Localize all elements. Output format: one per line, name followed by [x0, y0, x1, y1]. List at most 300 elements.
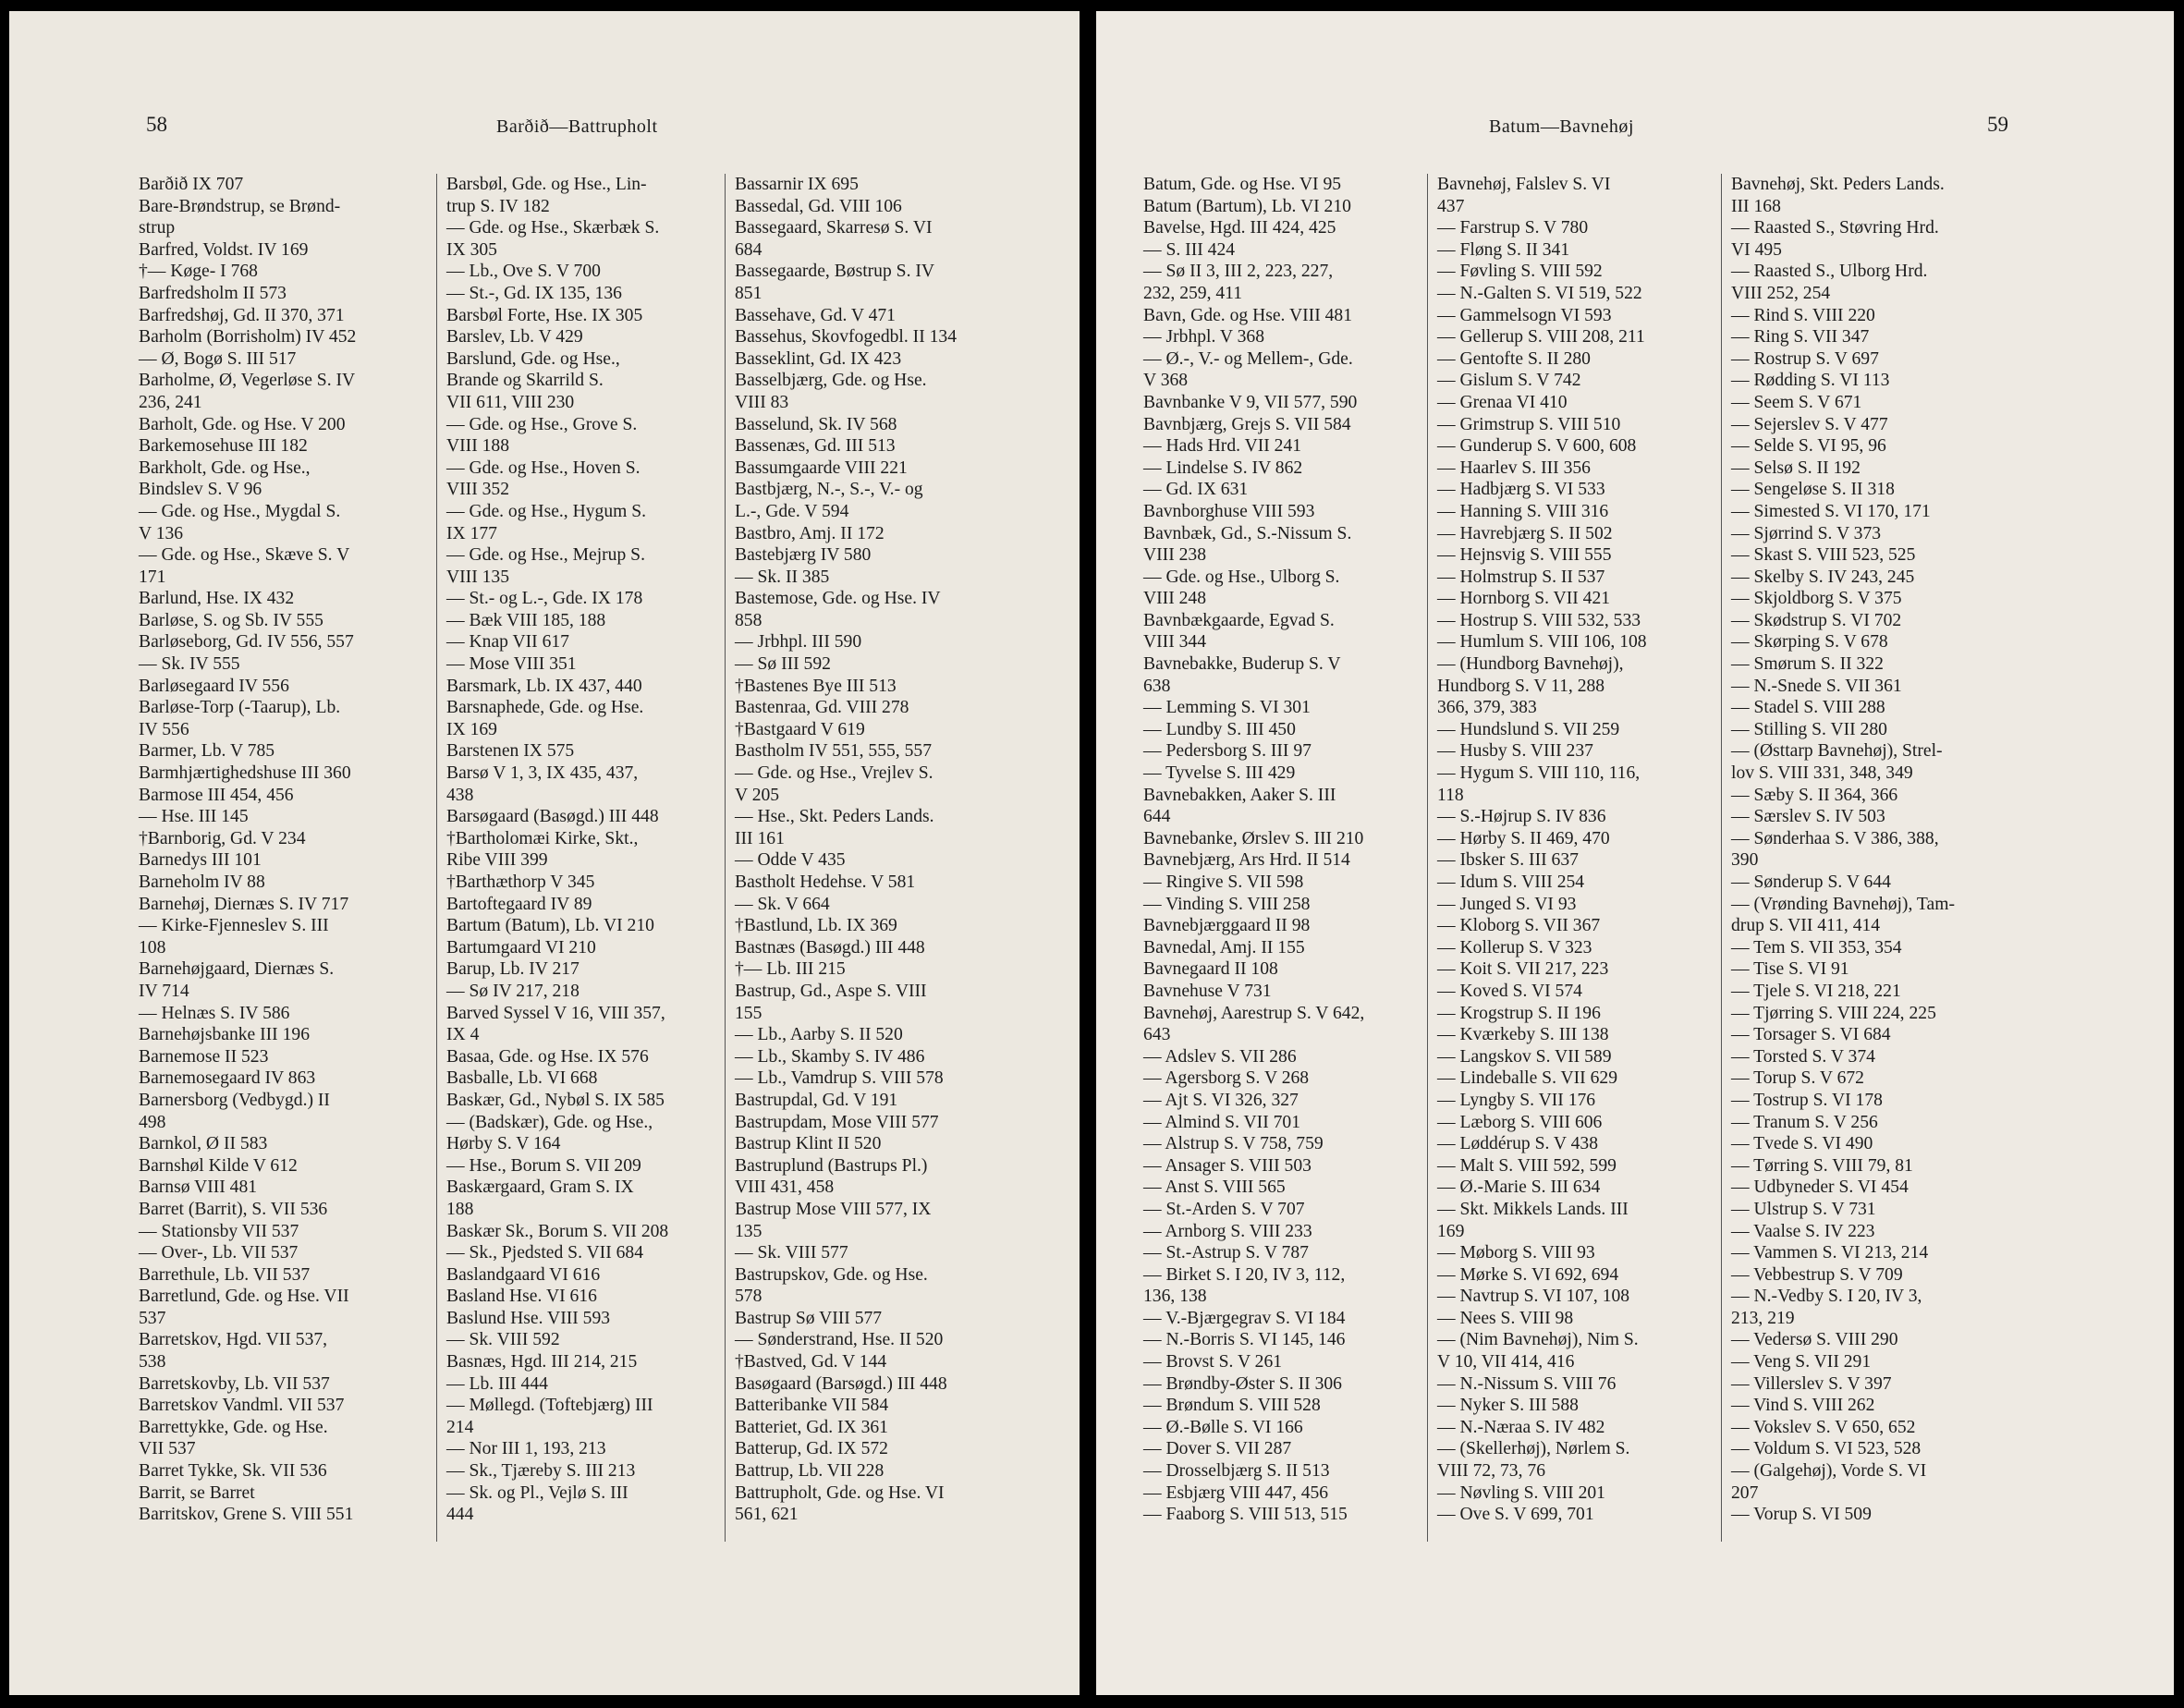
index-entry: IV 714: [139, 981, 189, 1001]
index-entry: V 136: [139, 523, 184, 543]
index-entry: — Voldum S. VI 523, 528: [1731, 1439, 1922, 1459]
index-entry: — Seem S. V 671: [1731, 392, 1862, 412]
index-entry: 498: [139, 1112, 166, 1132]
index-entry: — Skast S. VIII 523, 525: [1731, 545, 1916, 566]
index-entry: 108: [139, 937, 166, 958]
index-entry: 213, 219: [1731, 1308, 1795, 1328]
index-entry: Barkemosehuse III 182: [139, 436, 308, 457]
index-entry: — Raasted S., Ulborg Hrd.: [1731, 262, 1928, 282]
index-entry: VIII 72, 73, 76: [1437, 1461, 1545, 1482]
index-entry: — Rind S. VIII 220: [1731, 305, 1875, 325]
index-entry: Barrit, se Barret: [139, 1482, 255, 1503]
index-entry: Basselund, Sk. IV 568: [735, 414, 897, 434]
index-entry: Barnedys III 101: [139, 850, 262, 871]
index-entry: V 205: [735, 785, 780, 805]
index-entry: strup: [139, 218, 176, 238]
index-entry: Barnehøjgaard, Diernæs S.: [139, 959, 335, 980]
index-entry: — Birket S. I 20, IV 3, 112,: [1143, 1264, 1346, 1285]
index-entry: — Ø.-Marie S. III 634: [1437, 1177, 1601, 1198]
index-entry: — Gde. og Hse., Ulborg S.: [1143, 567, 1340, 587]
index-entry: Bassehave, Gd. V 471: [735, 305, 896, 325]
index-entry: Bavnebanke, Ørslev S. III 210: [1143, 828, 1364, 848]
index-entry: Bindslev S. V 96: [139, 480, 262, 500]
index-entry: — Tjele S. VI 218, 221: [1731, 981, 1901, 1001]
index-entry: — Torup S. V 672: [1731, 1068, 1864, 1089]
index-entry: — Fløng S. II 341: [1437, 239, 1570, 260]
index-entry: — Sønderup S. V 644: [1731, 872, 1891, 892]
index-entry: Basnæs, Hgd. III 214, 215: [446, 1352, 638, 1372]
index-entry: 643: [1143, 1025, 1171, 1045]
index-entry: Bavnbanke V 9, VII 577, 590: [1143, 392, 1358, 412]
index-entry: — Skørping S. V 678: [1731, 632, 1888, 653]
index-entry: †Barnborig, Gd. V 234: [139, 828, 306, 848]
index-entry: Batteribanke VII 584: [735, 1396, 889, 1416]
index-entry: Bartum (Batum), Lb. VI 210: [446, 916, 654, 936]
index-entry: — Husby S. VIII 237: [1437, 741, 1593, 762]
index-entry: 236, 241: [139, 392, 202, 412]
index-entry: 437: [1437, 196, 1465, 216]
index-entry: — Læborg S. VIII 606: [1437, 1112, 1603, 1132]
index-entry: — Skt. Mikkels Lands. III: [1437, 1199, 1629, 1219]
running-head: Barðið—Battrupholt: [496, 116, 658, 137]
index-entry: — Lundby S. III 450: [1143, 719, 1296, 739]
index-entry: — Lindelse S. IV 862: [1143, 458, 1303, 478]
index-entry: — Gellerup S. VIII 208, 211: [1437, 327, 1645, 348]
index-entry: Baslandgaard VI 616: [446, 1264, 601, 1285]
index-entry: 118: [1437, 785, 1464, 805]
index-entry: Bassenæs, Gd. III 513: [735, 436, 896, 457]
index-entry: — Ringive S. VII 598: [1143, 872, 1304, 892]
index-entry: Bassegaard, Skarresø S. VI: [735, 218, 933, 238]
index-entry: Barfredshøj, Gd. II 370, 371: [139, 305, 345, 325]
index-entry: Bavnebakken, Aaker S. III: [1143, 785, 1336, 805]
index-entry: — Smørum S. II 322: [1731, 654, 1884, 675]
index-entry: †— Lb. III 215: [735, 959, 846, 980]
index-entry: — Kollerup S. V 323: [1437, 937, 1592, 958]
index-entry: 684: [735, 239, 763, 260]
index-entry: — Kirke-Fjenneslev S. III: [139, 916, 329, 936]
index-entry: — Tvede S. VI 490: [1731, 1134, 1873, 1154]
index-entry: — Villerslev S. V 397: [1731, 1373, 1892, 1394]
index-entry: Barlund, Hse. IX 432: [139, 589, 295, 609]
index-entry: — St.-, Gd. IX 135, 136: [446, 283, 622, 303]
index-entry: Barstenen IX 575: [446, 741, 575, 762]
index-entry: — Lyngby S. VII 176: [1437, 1090, 1596, 1110]
index-entry: — (Hundborg Bavnehøj),: [1437, 654, 1624, 675]
index-entry: Barmose III 454, 456: [139, 785, 294, 805]
index-column: [436, 174, 733, 1542]
index-entry: Bastholt Hedehse. V 581: [735, 872, 916, 892]
index-entry: 135: [735, 1221, 763, 1241]
index-entry: — Idum S. VIII 254: [1437, 872, 1585, 892]
index-entry: — Gd. IX 631: [1143, 480, 1249, 500]
index-entry: Batum (Bartum), Lb. VI 210: [1143, 196, 1351, 216]
index-entry: — Odde V 435: [735, 850, 846, 871]
index-entry: Basland Hse. VI 616: [446, 1287, 597, 1307]
index-entry: — Jrbhpl. III 590: [735, 632, 862, 653]
index-entry: — N.-Galten S. VI 519, 522: [1437, 283, 1642, 303]
index-entry: Bastrupdal, Gd. V 191: [735, 1090, 898, 1110]
index-entry: — Tise S. VI 91: [1731, 959, 1849, 980]
index-entry: — Tjørring S. VIII 224, 225: [1731, 1003, 1936, 1023]
index-entry: — Ansager S. VIII 503: [1143, 1155, 1312, 1176]
index-entry: — Ulstrup S. V 731: [1731, 1199, 1876, 1219]
index-entry: Bastrup Sø VIII 577: [735, 1308, 883, 1328]
index-entry: Battrupholt, Gde. og Hse. VI: [735, 1482, 945, 1503]
index-entry: VIII 83: [735, 392, 789, 412]
index-entry: Bavnbækgaarde, Egvad S.: [1143, 610, 1335, 630]
index-entry: — St.- og L.-, Gde. IX 178: [446, 589, 643, 609]
index-entry: IX 169: [446, 719, 497, 739]
index-entry: drup S. VII 411, 414: [1731, 916, 1881, 936]
index-entry: — Over-, Lb. VII 537: [139, 1243, 299, 1263]
index-entry: — Sengeløse S. II 318: [1731, 480, 1895, 500]
index-entry: Hørby S. V 164: [446, 1134, 561, 1154]
index-entry: Barsø V 1, 3, IX 435, 437,: [446, 763, 639, 784]
index-entry: Barrettykke, Gde. og Hse.: [139, 1417, 328, 1437]
index-entry: — Tostrup S. VI 178: [1731, 1090, 1883, 1110]
index-entry: — Sejerslev S. V 477: [1731, 414, 1888, 434]
index-entry: 390: [1731, 850, 1759, 871]
index-entry: Barsøgaard (Basøgd.) III 448: [446, 807, 659, 827]
index-entry: — Sk. og Pl., Vejlø S. III: [446, 1482, 628, 1503]
index-entry: 232, 259, 411: [1143, 283, 1243, 303]
index-entry: Bassumgaarde VIII 221: [735, 458, 908, 478]
index-entry: — Hygum S. VIII 110, 116,: [1437, 763, 1641, 784]
index-entry: Barret (Barrit), S. VII 536: [139, 1199, 328, 1219]
index-entry: — (Badskær), Gde. og Hse.,: [446, 1112, 653, 1132]
index-entry: 538: [139, 1352, 166, 1372]
index-entry: Barved Syssel V 16, VIII 357,: [446, 1003, 665, 1023]
index-entry: — Sk., Pjedsted S. VII 684: [446, 1243, 644, 1263]
right-page: [1096, 11, 2174, 1695]
index-entry: III 168: [1731, 196, 1781, 216]
index-entry: 214: [446, 1417, 474, 1437]
index-entry: Bastrupskov, Gde. og Hse.: [735, 1264, 928, 1285]
index-entry: Barretlund, Gde. og Hse. VII: [139, 1287, 349, 1307]
page-number: 59: [1987, 113, 2008, 136]
index-entry: — Skødstrup S. VI 702: [1731, 610, 1902, 630]
index-entry: Bastnæs (Basøgd.) III 448: [735, 937, 925, 958]
index-entry: — Stationsby VII 537: [139, 1221, 299, 1241]
index-entry: Bastbro, Amj. II 172: [735, 523, 885, 543]
index-entry: Battrup, Lb. VII 228: [735, 1461, 885, 1482]
index-entry: — Rostrup S. V 697: [1731, 348, 1879, 369]
index-entry: Bavnebakke, Buderup S. V: [1143, 654, 1341, 675]
index-entry: Bastholm IV 551, 555, 557: [735, 741, 932, 762]
index-entry: Bavnbjærg, Grejs S. VII 584: [1143, 414, 1351, 434]
index-entry: 169: [1437, 1221, 1465, 1241]
index-entry: — Mose VIII 351: [446, 654, 577, 675]
index-entry: — Knap VII 617: [446, 632, 569, 653]
index-entry: — Hostrup S. VIII 532, 533: [1437, 610, 1641, 630]
index-entry: — Gunderup S. V 600, 608: [1437, 436, 1637, 457]
index-entry: Baskær, Gd., Nybøl S. IX 585: [446, 1090, 665, 1110]
index-entry: Baskær Sk., Borum S. VII 208: [446, 1221, 669, 1241]
index-entry: — Arnborg S. VIII 233: [1143, 1221, 1312, 1241]
index-entry: — Anst S. VIII 565: [1143, 1177, 1286, 1198]
index-entry: — Farstrup S. V 780: [1437, 218, 1589, 238]
index-entry: VIII 248: [1143, 589, 1207, 609]
index-entry: — Sønderhaa S. V 386, 388,: [1731, 828, 1939, 848]
index-entry: — Sønderstrand, Hse. II 520: [735, 1330, 944, 1350]
index-entry: — Vinding S. VIII 258: [1143, 894, 1311, 914]
index-entry: lov S. VIII 331, 348, 349: [1731, 763, 1913, 784]
index-entry: Bavnebjærg, Ars Hrd. II 514: [1143, 850, 1350, 871]
index-entry: — Ø.-, V.- og Mellem-, Gde.: [1143, 348, 1353, 369]
index-entry: V 368: [1143, 371, 1189, 391]
index-entry: — Esbjærg VIII 447, 456: [1143, 1482, 1329, 1503]
index-entry: Batteriet, Gd. IX 361: [735, 1417, 888, 1437]
index-entry: — Selsø S. II 192: [1731, 458, 1861, 478]
index-entry: Basaa, Gde. og Hse. IX 576: [446, 1046, 649, 1067]
index-entry: Basselbjærg, Gde. og Hse.: [735, 371, 927, 391]
index-entry: Barfredsholm II 573: [139, 283, 287, 303]
index-entry: — Sø III 592: [735, 654, 831, 675]
index-entry: — Kværkeby S. III 138: [1437, 1025, 1609, 1045]
index-entry: — St.-Arden S. V 707: [1143, 1199, 1305, 1219]
index-entry: Bastemose, Gde. og Hse. IV: [735, 589, 941, 609]
index-entry: Barsbøl Forte, Hse. IX 305: [446, 305, 643, 325]
index-entry: Bavnedal, Amj. II 155: [1143, 937, 1305, 958]
index-entry: — Hse., Skt. Peders Lands.: [735, 807, 934, 827]
index-entry: — Tyvelse S. III 429: [1143, 763, 1296, 784]
index-entry: †Bastved, Gd. V 144: [735, 1352, 887, 1372]
index-entry: 438: [446, 785, 474, 805]
index-entry: — Møborg S. VIII 93: [1437, 1243, 1595, 1263]
index-entry: 366, 379, 383: [1437, 698, 1537, 718]
index-entry: — Kloborg S. VII 367: [1437, 916, 1601, 936]
index-entry: — Brøndum S. VIII 528: [1143, 1396, 1321, 1416]
index-entry: Bavn, Gde. og Hse. VIII 481: [1143, 305, 1353, 325]
index-entry: — Ring S. VII 347: [1731, 327, 1870, 348]
index-entry: Barnehøj, Diernæs S. IV 717: [139, 894, 349, 914]
index-entry: IX 305: [446, 239, 497, 260]
index-column: [1427, 174, 1728, 1542]
index-entry: — N.-Nissum S. VIII 76: [1437, 1373, 1617, 1394]
index-entry: Bavnebjærggaard II 98: [1143, 916, 1311, 936]
index-entry: — S. III 424: [1143, 239, 1236, 260]
index-entry: — Gammelsogn VI 593: [1437, 305, 1612, 325]
index-entry: VIII 352: [446, 480, 510, 500]
index-entry: Barretskov Vandml. VII 537: [139, 1396, 345, 1416]
index-entry: — N.-Snede S. VII 361: [1731, 676, 1902, 696]
index-entry: III 161: [735, 828, 785, 848]
index-entry: 578: [735, 1287, 763, 1307]
index-entry: — Krogstrup S. II 196: [1437, 1003, 1601, 1023]
index-entry: — Bæk VIII 185, 188: [446, 610, 606, 630]
index-entry: — Koved S. VI 574: [1437, 981, 1582, 1001]
index-entry: — Nøvling S. VIII 201: [1437, 1482, 1605, 1503]
index-entry: — Skjoldborg S. V 375: [1731, 589, 1902, 609]
index-entry: Bassarnir IX 695: [735, 175, 859, 194]
index-entry: — Hørby S. II 469, 470: [1437, 828, 1610, 848]
index-entry: — Sk. IV 555: [139, 654, 240, 675]
index-column: [1721, 174, 2036, 1542]
index-entry: Barsbøl, Gde. og Hse., Lin-: [446, 175, 647, 194]
index-entry: — Hanning S. VIII 316: [1437, 501, 1609, 521]
index-entry: Bavnehuse V 731: [1143, 981, 1272, 1001]
index-entry: — Raasted S., Støvring Hrd.: [1731, 218, 1939, 238]
index-entry: Barritskov, Grene S. VIII 551: [139, 1505, 354, 1525]
index-entry: — N.-Borris S. VI 145, 146: [1143, 1330, 1346, 1350]
index-entry: VIII 135: [446, 567, 510, 587]
index-entry: Barslev, Lb. V 429: [446, 327, 583, 348]
index-entry: Bavnegaard II 108: [1143, 959, 1278, 980]
index-entry: — Junged S. VI 93: [1437, 894, 1577, 914]
index-entry: 644: [1143, 807, 1171, 827]
index-entry: Bastebjærg IV 580: [735, 545, 872, 566]
index-entry: — Gde. og Hse., Hoven S.: [446, 458, 641, 478]
index-entry: Bavnbæk, Gd., S.-Nissum S.: [1143, 523, 1352, 543]
index-entry: Barløse, S. og Sb. IV 555: [139, 610, 323, 630]
index-entry: — Nor III 1, 193, 213: [446, 1439, 606, 1459]
index-entry: — Lb., Skamby S. IV 486: [735, 1046, 925, 1067]
index-entry: — (Vrønding Bavnehøj), Tam-: [1731, 894, 1955, 914]
index-entry: — Sæby S. II 364, 366: [1731, 785, 1898, 805]
index-entry: — Lb. III 444: [446, 1373, 548, 1394]
index-entry: — Vedersø S. VIII 290: [1731, 1330, 1898, 1350]
index-entry: — Brovst S. V 261: [1143, 1352, 1283, 1372]
index-entry: VIII 238: [1143, 545, 1207, 566]
index-entry: Barnemose II 523: [139, 1046, 269, 1067]
index-entry: — Gde. og Hse., Mejrup S.: [446, 545, 645, 566]
index-entry: — Ajt S. VI 326, 327: [1143, 1090, 1299, 1110]
index-entry: — Lindeballe S. VII 629: [1437, 1068, 1617, 1089]
index-entry: — Hejnsvig S. VIII 555: [1437, 545, 1612, 566]
index-entry: Bavnborghuse VIII 593: [1143, 501, 1315, 521]
index-entry: IV 556: [139, 719, 189, 739]
index-entry: Barnshøl Kilde V 612: [139, 1155, 298, 1176]
index-entry: — Tørring S. VIII 79, 81: [1731, 1155, 1913, 1176]
index-entry: 207: [1731, 1482, 1759, 1503]
index-entry: — (Nim Bavnehøj), Nim S.: [1437, 1330, 1639, 1350]
index-entry: — Sk. V 664: [735, 894, 830, 914]
index-entry: — Gde. og Hse., Vrejlev S.: [735, 763, 933, 784]
running-head: Batum—Bavnehøj: [1489, 116, 1634, 137]
index-entry: Bavnehøj, Aarestrup S. V 642,: [1143, 1003, 1365, 1023]
index-entry: trup S. IV 182: [446, 196, 550, 216]
index-entry: Bartumgaard VI 210: [446, 937, 596, 958]
index-entry: Hundborg S. V 11, 288: [1437, 676, 1605, 696]
index-entry: — Sø IV 217, 218: [446, 981, 580, 1001]
index-entry: — Udbyneder S. VI 454: [1731, 1177, 1909, 1198]
index-entry: — Gentofte S. II 280: [1437, 348, 1591, 369]
index-entry: — Hundslund S. VII 259: [1437, 719, 1620, 739]
index-entry: L.-, Gde. V 594: [735, 501, 849, 521]
index-entry: — Sjørrind S. V 373: [1731, 523, 1882, 543]
index-entry: — Føvling S. VIII 592: [1437, 262, 1603, 282]
index-entry: VIII 344: [1143, 632, 1207, 653]
index-entry: — Ove S. V 699, 701: [1437, 1505, 1594, 1525]
index-entry: Barfred, Voldst. IV 169: [139, 239, 309, 260]
index-entry: — Haarlev S. III 356: [1437, 458, 1591, 478]
index-entry: Bastenraa, Gd. VIII 278: [735, 698, 909, 718]
index-entry: — Hornborg S. VII 421: [1437, 589, 1611, 609]
index-entry: Basøgaard (Barsøgd.) III 448: [735, 1373, 947, 1394]
index-entry: — Gde. og Hse., Skæve S. V: [139, 545, 350, 566]
index-entry: 858: [735, 610, 763, 630]
index-entry: VIII 252, 254: [1731, 283, 1831, 303]
index-entry: Barholme, Ø, Vegerløse S. IV: [139, 371, 356, 391]
index-entry: — Vorup S. VI 509: [1731, 1505, 1872, 1525]
index-entry: — V.-Bjærgegrav S. VI 184: [1143, 1308, 1346, 1328]
index-entry: VI 495: [1731, 239, 1782, 260]
index-entry: VIII 188: [446, 436, 510, 457]
index-entry: 444: [446, 1505, 474, 1525]
index-entry: — Jrbhpl. V 368: [1143, 327, 1265, 348]
index-entry: — Tranum S. V 256: [1731, 1112, 1878, 1132]
index-entry: — Nyker S. III 588: [1437, 1396, 1579, 1416]
index-entry: — Holmstrup S. II 537: [1437, 567, 1605, 587]
page-number: 58: [146, 113, 167, 136]
index-entry: Bavnehøj, Skt. Peders Lands.: [1731, 175, 1945, 194]
index-entry: IX 4: [446, 1025, 480, 1045]
index-entry: — Faaborg S. VIII 513, 515: [1143, 1505, 1348, 1525]
index-entry: — Torsager S. VI 684: [1731, 1025, 1891, 1045]
index-entry: — (Galgehøj), Vorde S. VI: [1731, 1461, 1927, 1482]
index-entry: Barret Tykke, Sk. VII 536: [139, 1461, 327, 1482]
index-entry: Baskærgaard, Gram S. IX: [446, 1177, 634, 1198]
index-entry: — Lb., Vamdrup S. VIII 578: [735, 1068, 944, 1089]
index-entry: — Langskov S. VII 589: [1437, 1046, 1612, 1067]
index-entry: — Selde S. VI 95, 96: [1731, 436, 1886, 457]
index-entry: Barretskov, Hgd. VII 537,: [139, 1330, 328, 1350]
index-entry: — Gislum S. V 742: [1437, 371, 1581, 391]
index-entry: — Sk. II 385: [735, 567, 830, 587]
index-entry: — Navtrup S. VI 107, 108: [1437, 1287, 1630, 1307]
index-column: [139, 174, 434, 1526]
index-entry: — Grimstrup S. VIII 510: [1437, 414, 1621, 434]
index-entry: — Vind S. VIII 262: [1731, 1396, 1875, 1416]
index-entry: Barðið IX 707: [139, 175, 244, 194]
index-entry: Batterup, Gd. IX 572: [735, 1439, 888, 1459]
index-entry: Barkholt, Gde. og Hse.,: [139, 458, 311, 478]
index-entry: — Stadel S. VIII 288: [1731, 698, 1885, 718]
index-entry: VII 611, VIII 230: [446, 392, 575, 412]
index-entry: Batum, Gde. og Hse. VI 95: [1143, 175, 1342, 194]
index-entry: Bastrup Klint II 520: [735, 1134, 882, 1154]
index-entry: — N.-Vedby S. I 20, IV 3,: [1731, 1287, 1922, 1307]
index-entry: — Koit S. VII 217, 223: [1437, 959, 1609, 980]
index-entry: 638: [1143, 676, 1171, 696]
index-entry: — Gde. og Hse., Mygdal S.: [139, 501, 341, 521]
index-entry: Bastrup Mose VIII 577, IX: [735, 1199, 932, 1219]
index-entry: Barløse-Torp (-Taarup), Lb.: [139, 698, 341, 718]
index-entry: 561, 621: [735, 1505, 799, 1525]
index-entry: — Humlum S. VIII 106, 108: [1437, 632, 1647, 653]
index-entry: — Pedersborg S. III 97: [1143, 741, 1312, 762]
index-entry: Barmhjærtighedshuse III 360: [139, 763, 351, 784]
index-entry: — Brøndby-Øster S. II 306: [1143, 1373, 1342, 1394]
index-entry: — Lb., Ove S. V 700: [446, 262, 601, 282]
index-entry: — St.-Astrup S. V 787: [1143, 1243, 1309, 1263]
index-entry: Bastbjærg, N.-, S.-, V.- og: [735, 480, 923, 500]
index-entry: †Barthæthorp V 345: [446, 872, 595, 892]
index-entry: Barsmark, Lb. IX 437, 440: [446, 676, 642, 696]
index-column: [725, 174, 1040, 1542]
index-entry: Bartoftegaard IV 89: [446, 894, 592, 914]
index-entry: †Bastgaard V 619: [735, 719, 865, 739]
index-entry: — Stilling S. VII 280: [1731, 719, 1887, 739]
index-entry: — Helnæs S. IV 586: [139, 1003, 290, 1023]
index-entry: Barmer, Lb. V 785: [139, 741, 275, 762]
index-entry: — Vebbestrup S. V 709: [1731, 1264, 1903, 1285]
index-entry: 851: [735, 283, 763, 303]
index-entry: †— Køge- I 768: [139, 262, 258, 282]
index-entry: — N.-Næraa S. IV 482: [1437, 1417, 1605, 1437]
index-entry: — Lb., Aarby S. II 520: [735, 1025, 903, 1045]
